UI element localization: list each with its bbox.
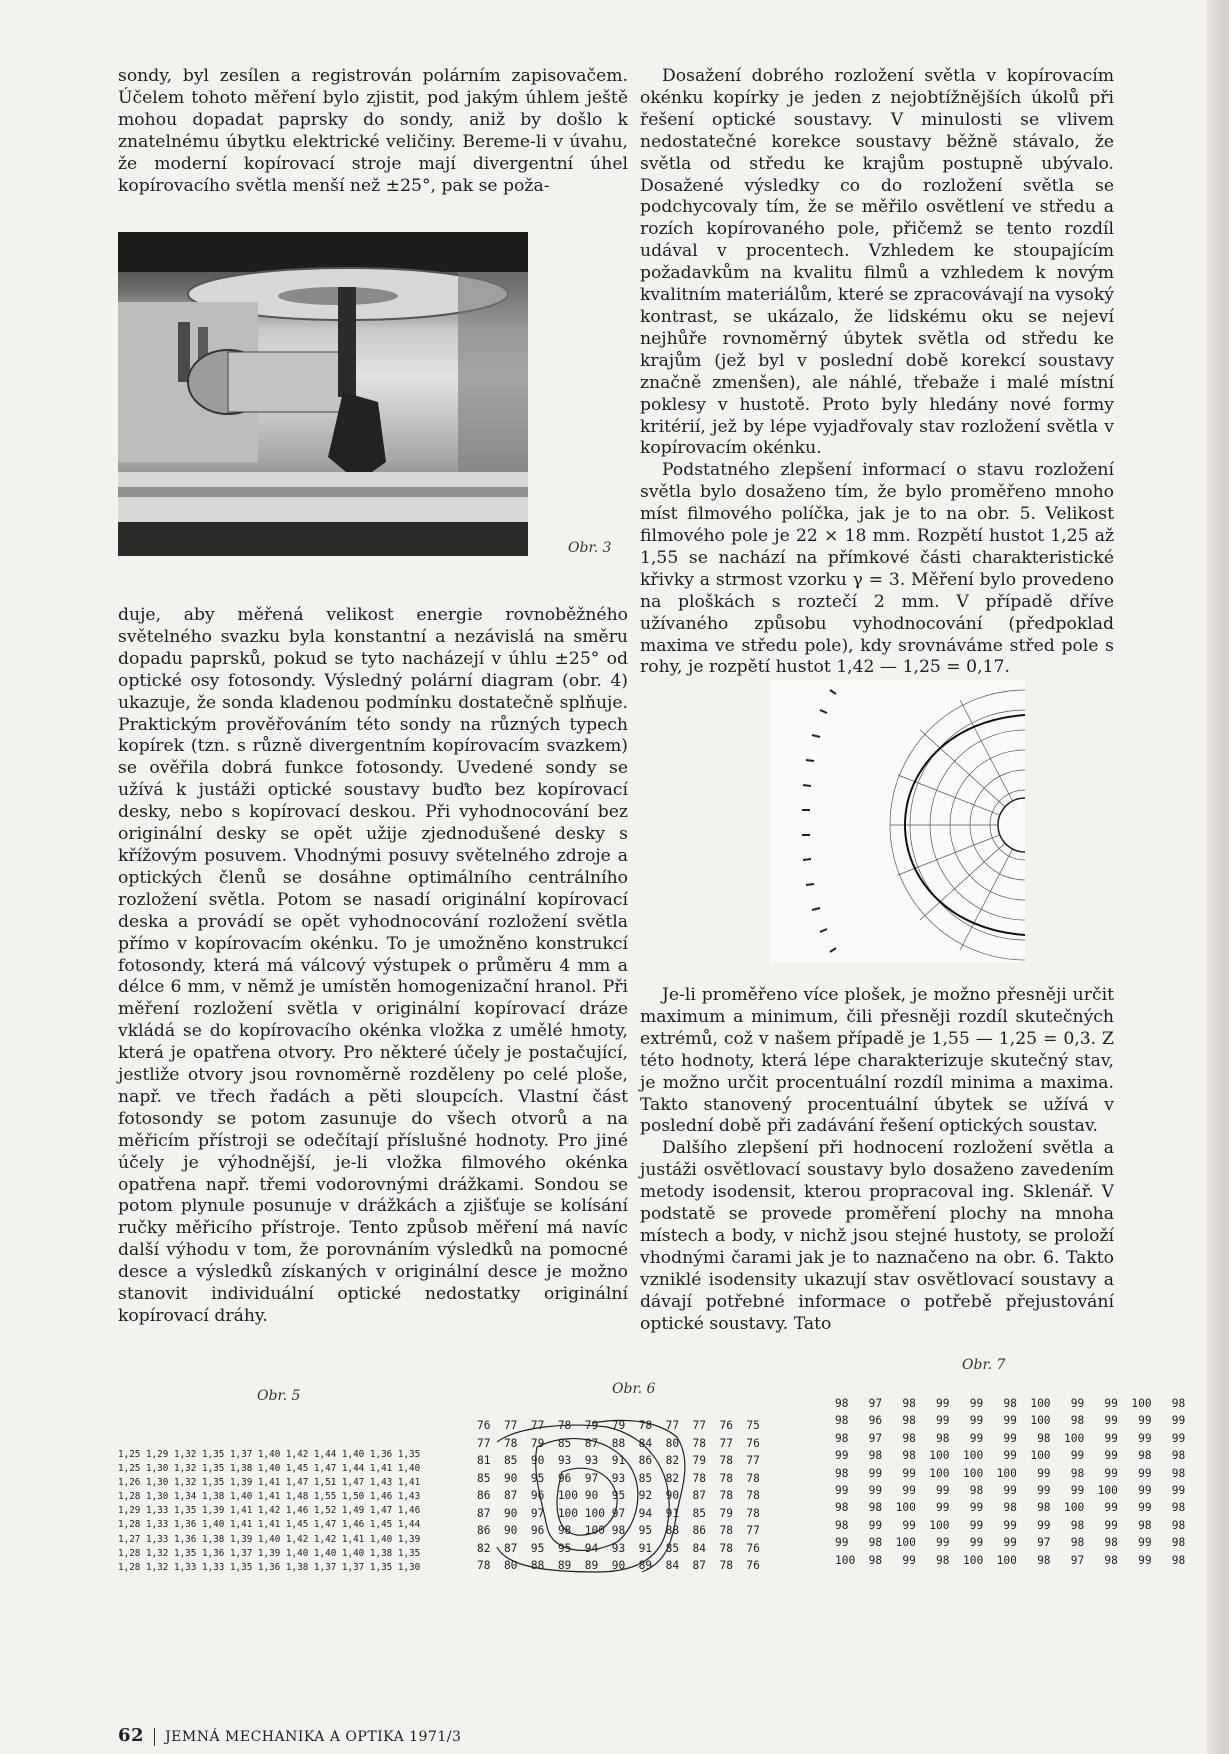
- table-row: 1,28 1,32 1,33 1,33 1,35 1,36 1,38 1,37 1,37 1,35 1,30: [118, 1561, 421, 1573]
- figure-3-caption: Obr. 3: [568, 540, 612, 556]
- table-row: 1,28 1,30 1,34 1,38 1,40 1,41 1,48 1,55 1,50 1,46 1,43: [118, 1491, 421, 1503]
- table-row: 87 90 97 100 100 97 94 91 85 79 78: [477, 1506, 760, 1520]
- table-row: 100 98 99 98 100 100 98 97 98 99 98: [835, 1553, 1186, 1567]
- paragraph: Dalšího zlepšení při hodnocení rozložení světla a justáži osvětlovací soustavy bylo dosaženo zavedením metody isodensit, kterou propracoval ing. Sklenář. V podstatě se provede proměření plochy na mnoha místech a body, v nichž jsou stejné hustoty, se proloží vhodnými čarami jak je to naznačeno na obr. 6. Takto vzniklé isodensity ukazují stav osvětlovací soustavy a dávají potřebné informace o potřebě přejustování optické soustavy. Tato: [640, 1138, 1114, 1334]
- table-row: 98 99 99 100 100 100 99 98 99 99 98: [835, 1466, 1186, 1480]
- table-row: 77 78 79 85 87 88 84 80 78 77 76: [477, 1436, 760, 1450]
- paragraph: duje, aby měřená velikost energie rovnoběžného světelného svazku byla konstantní a nezávislá na směru dopadu paprsků, pokud se tyto nacházejí v úhlu ±25° od optické osy fotosondy. Výsledný polární diagram (obr. 4) ukazuje, že sonda kladenou podmínku dostatečně splňuje. Praktickým prověřováním této sondy na různých typech kopírek (tzn. s různě divergentním kopírovacím svazkem) se ověřila dobrá funkce fotosondy. Uvedené sondy se užívá k justáži optické soustavy buďto bez kopírovací desky, nebo s kopírovací deskou. Při vyhodnocování bez originální desky se opět užije zjednodušené desky s křížovým posuvem. Vhodnými posuvy světelného zdroje a optických členů se dosáhne optimálního centrálního rozložení světla. Potom se nasadí originální kopírovací deska a provádí se opět vyhodnocování rozložení světla přímo v kopírovacím okénku. To je umožněno konstrukcí fotosondy, která má válcový výstupek o průměru 4 mm a délce 6 mm, v němž je umístěn homogenizační hranol. Při měření rozložení světla v originální kopírovací dráze vkládá se do kopírovacího okénka vložka z umělé hmoty, která je opatřena otvory. Pro některé účely je postačující, jestliže otvory jsou rovnoměrně rozděleny po celé ploše, např. ve třech řadách a pěti sloupcích. Vlastní část fotosondy se potom zasunuje do všech otvorů a na měřicím přístroji se odečítají příslušné hodnoty. Pro jiné účely je výhodnější, je-li vložka filmového okénka opatřena např. třemi vodorovnými drážkami. Sondou se potom plynule posunuje v drážkách a zjišťuje se kolísání ručky měřicího přístroje. Tento způsob měření má navíc další výhodu v tom, že porovnáním výsledků na pomocné desce a výsledků získaných v originální desce je možno stanovit individuální optické nedostatky originální kopírovací dráhy.: [118, 605, 628, 1326]
- right-column-top: [640, 66, 1114, 679]
- table-row: 76 77 77 78 79 79 78 77 77 76 75: [477, 1419, 760, 1432]
- table-row: 98 99 99 100 99 99 99 98 99 98 98: [835, 1518, 1186, 1532]
- footer-divider: [154, 1728, 155, 1746]
- isodensity-curves: [477, 1417, 787, 1577]
- page-footer: [118, 1725, 461, 1746]
- journal-name: JEMNÁ MECHANIKA A OPTIKA 1971/3: [165, 1729, 462, 1745]
- table-row: 1,25 1,29 1,32 1,35 1,37 1,40 1,42 1,44 1,40 1,36 1,35: [118, 1449, 421, 1460]
- table-row: 78 80 88 89 89 90 89 84 87 78 76: [477, 1559, 760, 1572]
- table-row: 98 96 98 99 99 99 100 98 99 99 99: [835, 1414, 1186, 1428]
- figure-5-caption: Obr. 5: [257, 1388, 301, 1404]
- table-row: 1,29 1,33 1,35 1,39 1,41 1,42 1,46 1,52 1,49 1,47 1,46: [118, 1505, 421, 1517]
- paragraph: Dosažení dobrého rozložení světla v kopírovacím okénku kopírky je jeden z nejobtížnějších úkolů při řešení optické soustavy. V minulosti se vlivem nedostatečné korekce soustavy běžně stávalo, že světla od středu ke krajům postupně ubývalo. Dosažené výsledky co do rozložení světla se podchycovaly tím, že se měřilo osvětlení ve středu a rozích kopírovaného pole, přičemž se tento rozdíl udával v procentech. Vzhledem ke stoupajícím požadavkům na kvalitu filmů a vzhledem k novým kvalitním materiálům, které se zpracovávají na vysoký kontrast, se ukázalo, že lidskému oku se nejeví nejhůře rovnoměrný úbytek světla od středu ke krajům (jež byl v poslední době korekcí soustavy značně zmenšen), ale náhlé, třebaže i malé místní poklesy v hustotě. Proto byly hledány nové formy kritérií, jež by lépe vyjadřovaly stav rozložení světla v kopírovacím okénku.: [640, 66, 1114, 459]
- table-row: 99 99 99 99 98 99 99 99 100 99 99: [835, 1484, 1186, 1498]
- table-row: 82 87 95 95 94 93 91 85 84 78 76: [477, 1541, 760, 1555]
- page-edge: [1207, 0, 1229, 1754]
- table-row: 1,28 1,32 1,35 1,36 1,37 1,39 1,40 1,40 1,40 1,38 1,35: [118, 1547, 421, 1559]
- table-row: 98 97 98 99 99 98 100 99 99 100 98: [835, 1397, 1186, 1410]
- figure-3-photo: [118, 232, 528, 556]
- table-row: 98 97 98 98 99 99 98 100 99 99 99: [835, 1431, 1186, 1445]
- polar-diagram-graphic: [770, 680, 1025, 962]
- photo-illustration: [118, 232, 528, 556]
- table-row: 85 90 95 96 97 93 85 82 78 78 78: [477, 1471, 760, 1485]
- figure-7-caption: Obr. 7: [962, 1357, 1006, 1373]
- table-row: 99 98 98 100 100 99 100 99 99 98 98: [835, 1449, 1186, 1463]
- table-row: 1,27 1,33 1,36 1,38 1,39 1,40 1,42 1,42 1,41 1,40 1,39: [118, 1533, 421, 1545]
- polar-diagram: [770, 680, 1025, 962]
- table-row: 99 98 100 99 99 99 97 98 98 99 98: [835, 1536, 1186, 1550]
- page-number: 62: [118, 1725, 145, 1746]
- paragraph: sondy, byl zesílen a registrován polárním zapisovačem. Účelem tohoto měření bylo zjistit, pod jakým úhlem ještě mohou dopadat paprsky do sondy, aniž by došlo k znatelnému úbytku elektrické veličiny. Bereme-li v úvahu, že moderní kopírovací stroje mají divergentní úhel kopírovacího světla menší než ±25°, pak se poža-: [118, 66, 628, 196]
- table-row: 1,25 1,30 1,32 1,35 1,38 1,40 1,45 1,47 1,44 1,41 1,40: [118, 1463, 421, 1475]
- figure-7-table: [835, 1395, 1185, 1569]
- figure-6-caption: Obr. 6: [612, 1381, 656, 1397]
- right-column-bottom: [640, 985, 1114, 1336]
- table-row: 1,28 1,33 1,36 1,40 1,41 1,41 1,45 1,47 1,46 1,45 1,44: [118, 1519, 421, 1531]
- left-column-top: [118, 66, 628, 197]
- table-row: 81 85 90 93 93 91 86 82 79 78 77: [477, 1454, 760, 1467]
- table-row: 1,26 1,30 1,32 1,35 1,39 1,41 1,47 1,51 1,47 1,43 1,41: [118, 1477, 421, 1489]
- figure-5-table: [118, 1448, 420, 1575]
- table-row: 86 90 96 98 100 98 95 88 86 78 77: [477, 1524, 760, 1537]
- paragraph: Je-li proměřeno více plošek, je možno přesněji určit maximum a minimum, čili přesněji rozdíl skutečných extrémů, což v našem případě je 1,55 — 1,25 = 0,3. Z této hodnoty, která lépe charakterizuje skutečný stav, je možno určit procentuální rozdíl minima a maxima. Takto stanovený procentuální úbytek se užívá v poslední době při zadávání řešení optických soustav.: [640, 985, 1114, 1137]
- left-column-bottom: [118, 605, 628, 1328]
- table-row: 98 98 100 99 99 98 98 100 99 99 98: [835, 1501, 1186, 1515]
- paragraph: Podstatného zlepšení informací o stavu rozložení světla bylo dosaženo tím, že bylo proměřeno mnoho míst filmového políčka, jak je to na obr. 5. Velikost filmového pole je 22 × 18 mm. Rozpětí hustot 1,25 až 1,55 se nachází na přímkové části charakteristické křivky a strmost vzorku γ = 3. Měření bylo provedeno na ploškách s roztečí 2 mm. V případě dříve užívaného způsobu vyhodnocování (předpoklad maxima ve středu pole), kdy srovnáváme střed pole s rohy, je rozpětí hustot 1,42 — 1,25 = 0,17.: [640, 460, 1114, 678]
- table-row: 86 87 96 100 90 95 92 90 87 78 78: [477, 1489, 760, 1502]
